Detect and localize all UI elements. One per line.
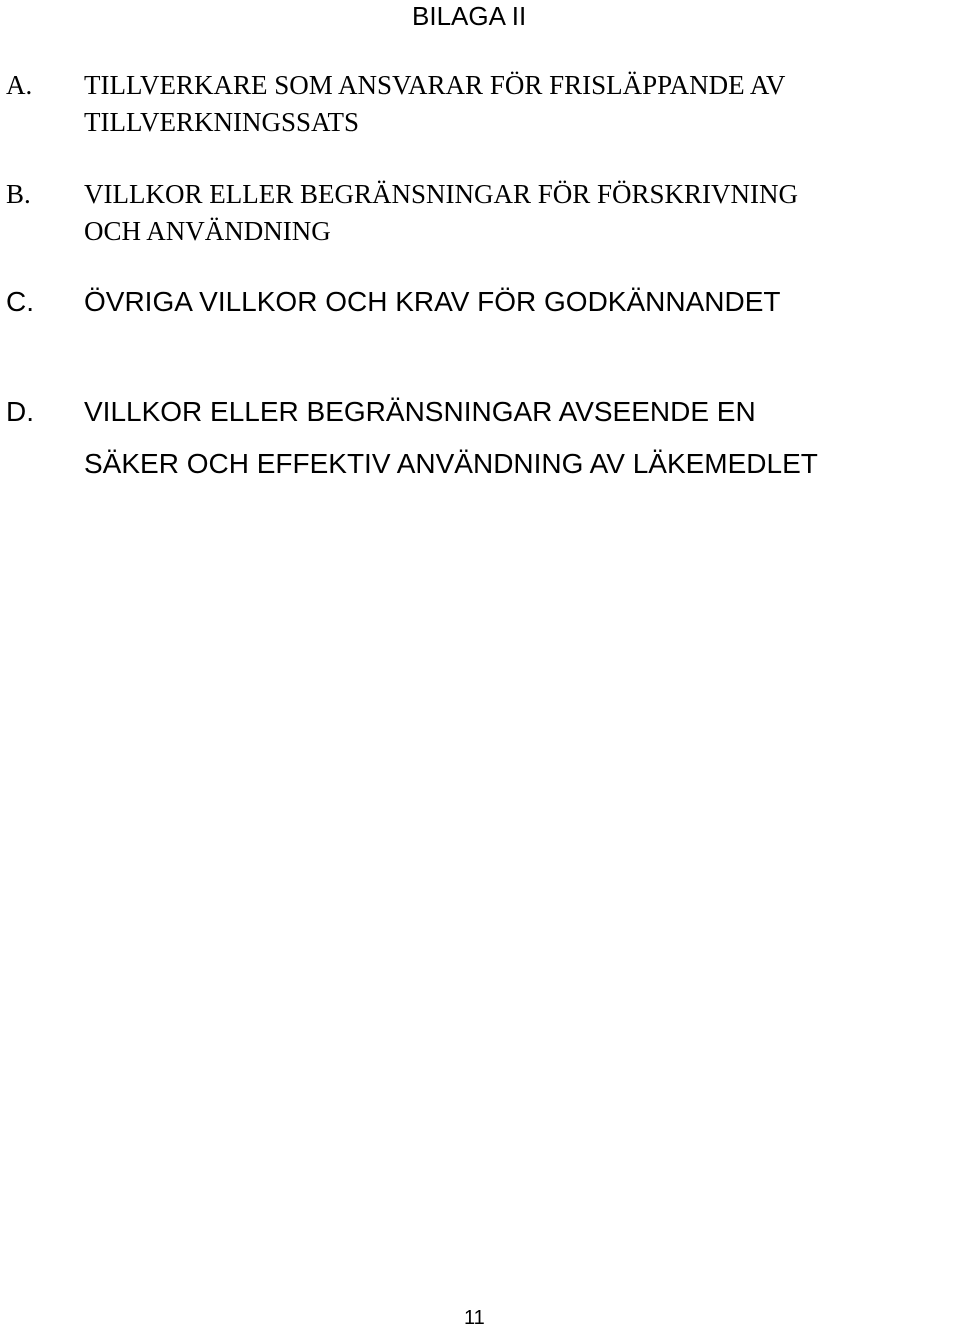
page-number: 11: [464, 1307, 485, 1329]
section-letter: B.: [6, 179, 31, 209]
section-heading-line: VILLKOR ELLER BEGRÄNSNINGAR AVSEENDE EN: [84, 396, 756, 427]
section-heading: [84, 176, 958, 250]
section-letter: A.: [6, 70, 33, 100]
section-heading-line: VILLKOR ELLER BEGRÄNSNINGAR FÖR FÖRSKRIVNING: [84, 179, 799, 209]
section-heading-line: ÖVRIGA VILLKOR OCH KRAV FÖR GODKÄNNANDET: [84, 286, 781, 317]
section-letter: D.: [6, 396, 34, 427]
section-heading: [84, 386, 958, 490]
section-heading-line: TILLVERKNINGSSATS: [84, 107, 360, 137]
annex-title: BILAGA II: [412, 1, 527, 31]
section-heading: [84, 67, 958, 141]
section-heading-line: SÄKER OCH EFFEKTIV ANVÄNDNING AV LÄKEMEDLET: [84, 448, 818, 479]
section-letter: C.: [6, 286, 34, 317]
section-heading: [84, 283, 958, 321]
section-heading-line: OCH ANVÄNDNING: [84, 216, 331, 246]
section-heading-line: TILLVERKARE SOM ANSVARAR FÖR FRISLÄPPANDE AV: [84, 70, 786, 100]
